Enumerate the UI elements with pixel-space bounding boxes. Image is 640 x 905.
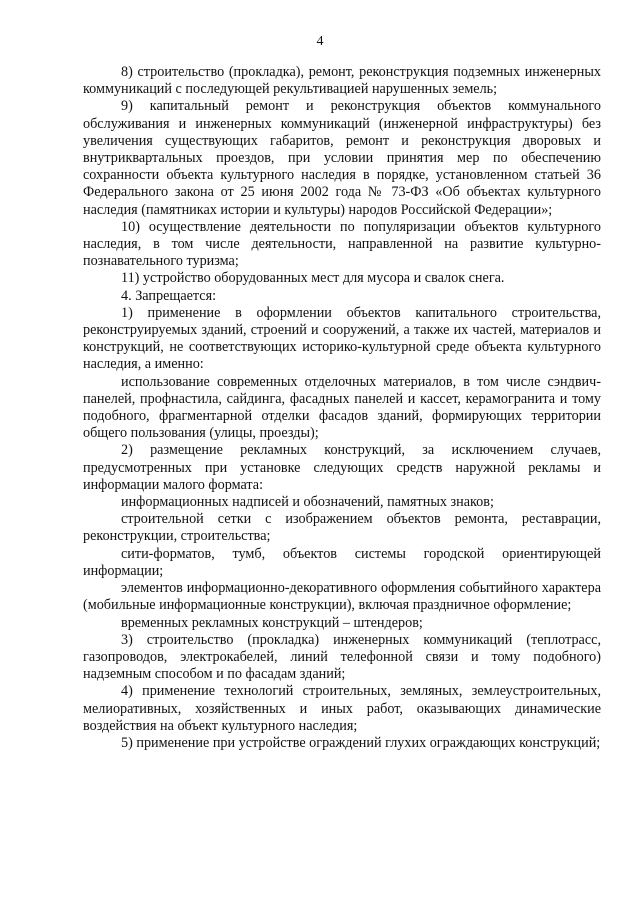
exception-item: строительной сетки с изображением объектов ремонта, реставрации, реконструкции, строительства; [83,511,601,545]
paragraph-item-11: 11) устройство оборудованных мест для мусора и свалок снега. [121,270,505,287]
paragraph-item-10: 10) осуществление деятельности по популяризации объектов культурного наследия, в том числе деятельности, направленной на развитие культурно-познавательного туризма; [83,218,601,270]
section-heading-prohibited: 4. Запрещается: [121,287,217,304]
prohibited-item-1: 1) применение в оформлении объектов капитального строительства, реконструируемых зданий, строений и сооружений, а также их частей, материалов и конструкций, не соответствующих историко-культурной среде объекта культурного наследия, а именно: [83,304,601,373]
paragraph-item-8: 8) строительство (прокладка), ремонт, реконструкция подземных инженерных коммуникаций с последующей рекультивацией нарушенных земель; [83,64,601,98]
paragraph-item-9: 9) капитальный ремонт и реконструкция объектов коммунального обслуживания и инженерных коммуникаций (инженерной инфраструктуры) без увеличения существующих габаритов, ремонт и реконструкция дворовых и внутриквартальных проездов, при условии принятия мер по обеспечению сохранности объекта культурного наследия в порядке, установленном статьей 36 Федерального закона от 25 июня 2002 года № 73-ФЗ «Об объектах культурного наследия (памятниках истории и культуры) народов Российской Федерации»; [83,98,601,218]
page-number: 4 [316,34,324,49]
prohibited-item-2: 2) размещение рекламных конструкций, за исключением случаев, предусмотренных при установке следующих средств наружной рекламы и информации малого формата: [83,442,601,493]
document-body [83,64,601,752]
exception-item: элементов информационно-декоративного оформления событийного характера (мобильные информационные конструкции), включая праздничное оформление; [83,580,601,614]
prohibited-item-1-detail: использование современных отделочных материалов, в том числе сэндвич-панелей, профнастила, сайдинга, фасадных панелей и кассет, керамогранита и тому подобного, фрагментарной отделки фасадов зданий, формирующих территории общего пользования (улицы, проезды); [83,373,601,442]
exception-item: сити-форматов, тумб, объектов системы городской ориентирующей информации; [83,545,601,579]
exception-item: временных рекламных конструкций – штендеров; [121,614,423,631]
prohibited-item-5: 5) применение при устройстве ограждений глухих ограждающих конструкций; [121,734,601,751]
prohibited-item-4: 4) применение технологий строительных, земляных, землеустроительных, мелиоративных, хозяйственных и иных работ, оказывающих динамические воздействия на объект культурного наследия; [83,683,601,734]
prohibited-item-3: 3) строительство (прокладка) инженерных коммуникаций (теплотрасс, газопроводов, электрокабелей, линий телефонной связи и тому подобного) надземным способом и по фасадам зданий; [83,631,601,683]
exception-item: информационных надписей и обозначений, памятных знаков; [121,494,494,511]
